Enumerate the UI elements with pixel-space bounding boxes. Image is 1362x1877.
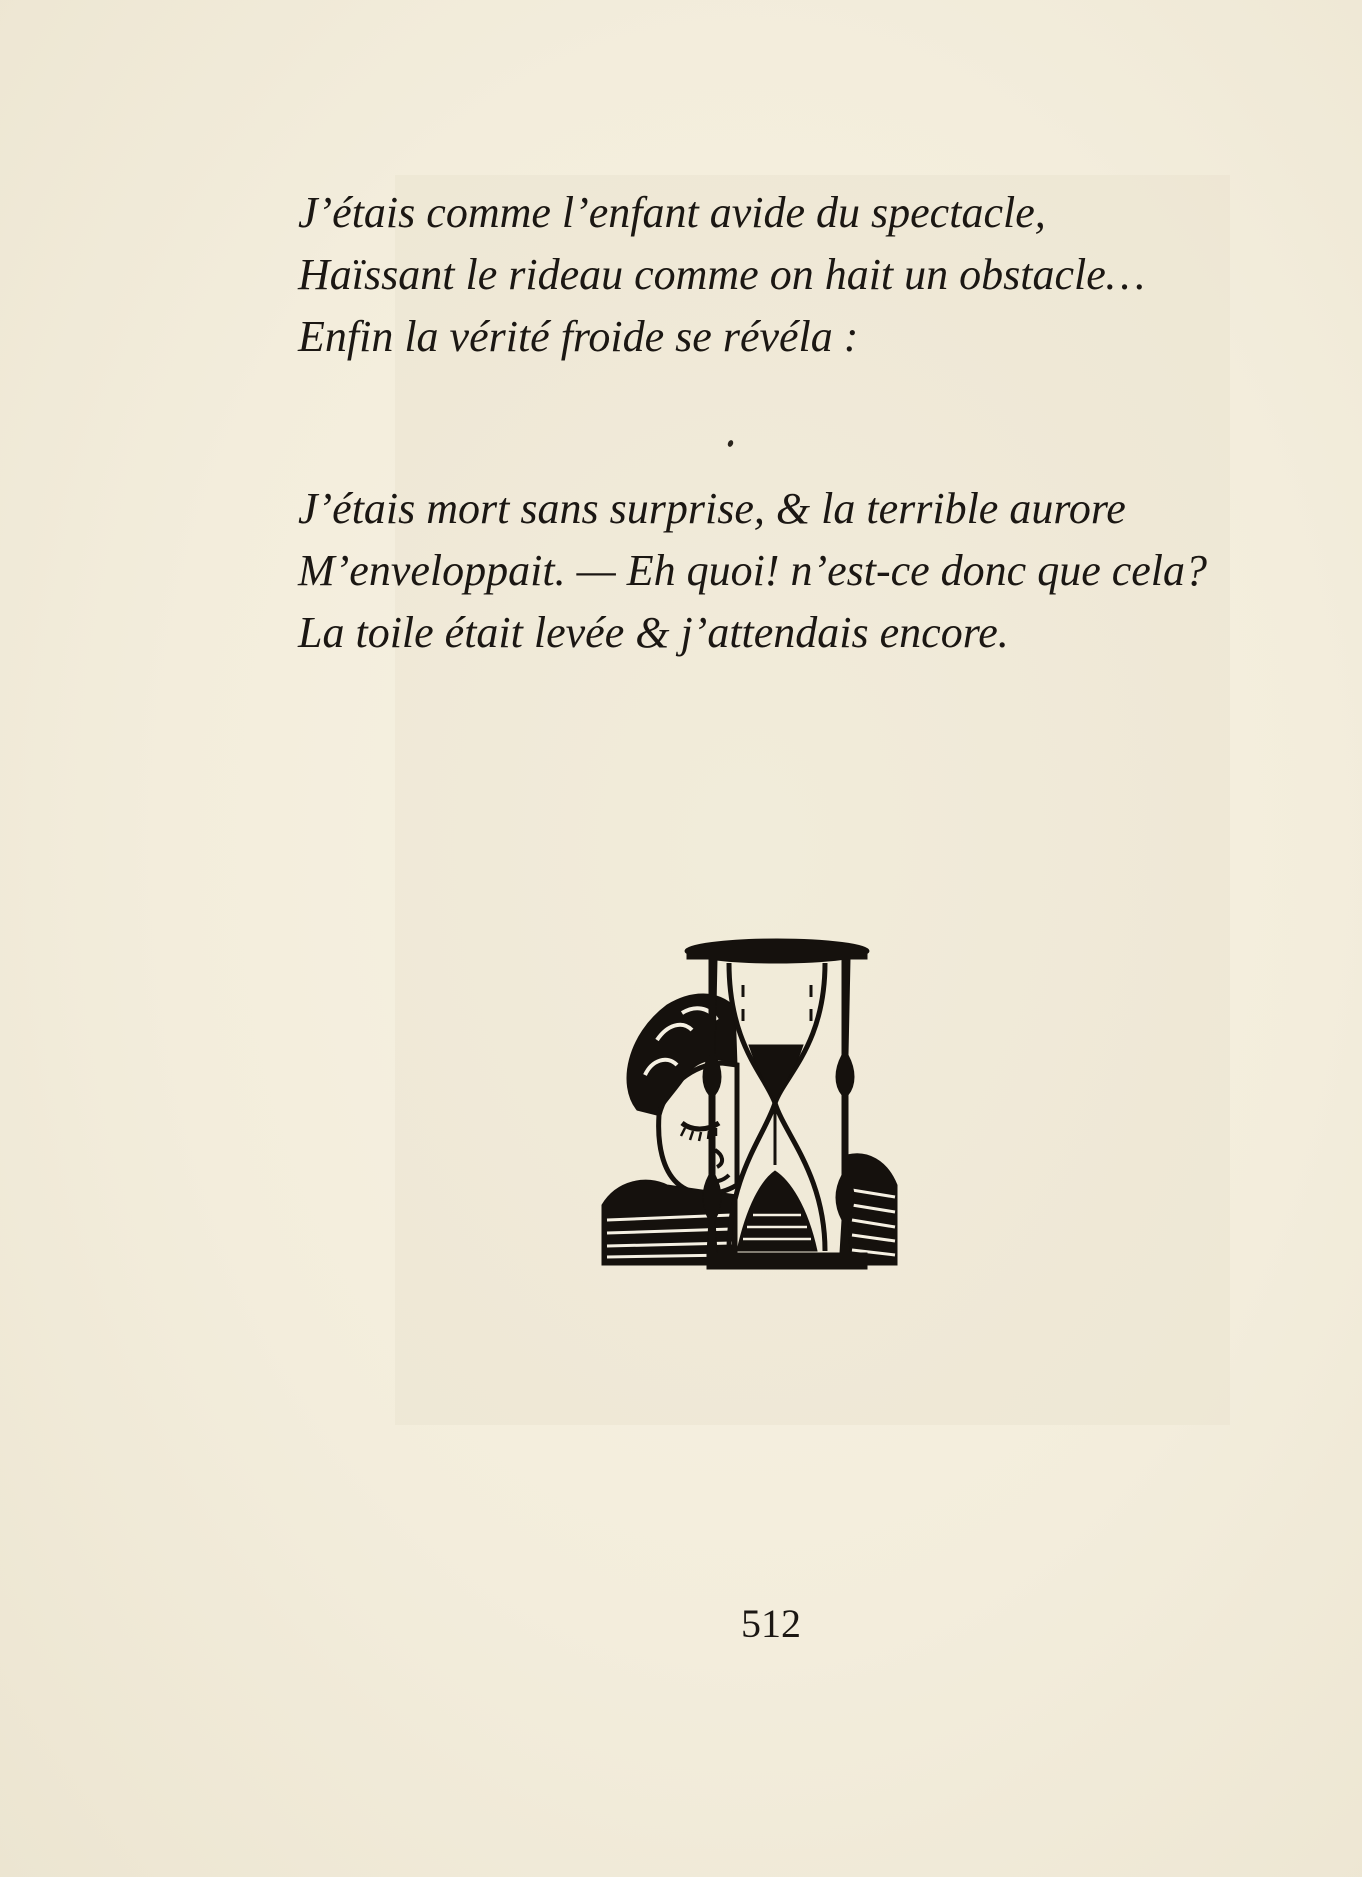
hourglass-child-woodcut-icon (597, 935, 942, 1275)
verse-line: J’étais comme l’enfant avide du spectacle, (298, 188, 1046, 237)
verse-line: M’enveloppait. — Eh quoi! n’est-ce donc que cela? (298, 546, 1208, 595)
verse-line: La toile était levée & j’attendais encore. (298, 608, 1009, 657)
verse-line: Haïssant le rideau comme on hait un obstacle… (298, 250, 1145, 299)
verse-line: Enfin la vérité froide se révéla : (298, 312, 859, 361)
verse-line: J’étais mort sans surprise, & la terrible aurore (298, 484, 1126, 533)
stanza-1 (298, 182, 1145, 368)
stanza-2 (298, 478, 1207, 664)
page-number: 512 (741, 1601, 801, 1646)
